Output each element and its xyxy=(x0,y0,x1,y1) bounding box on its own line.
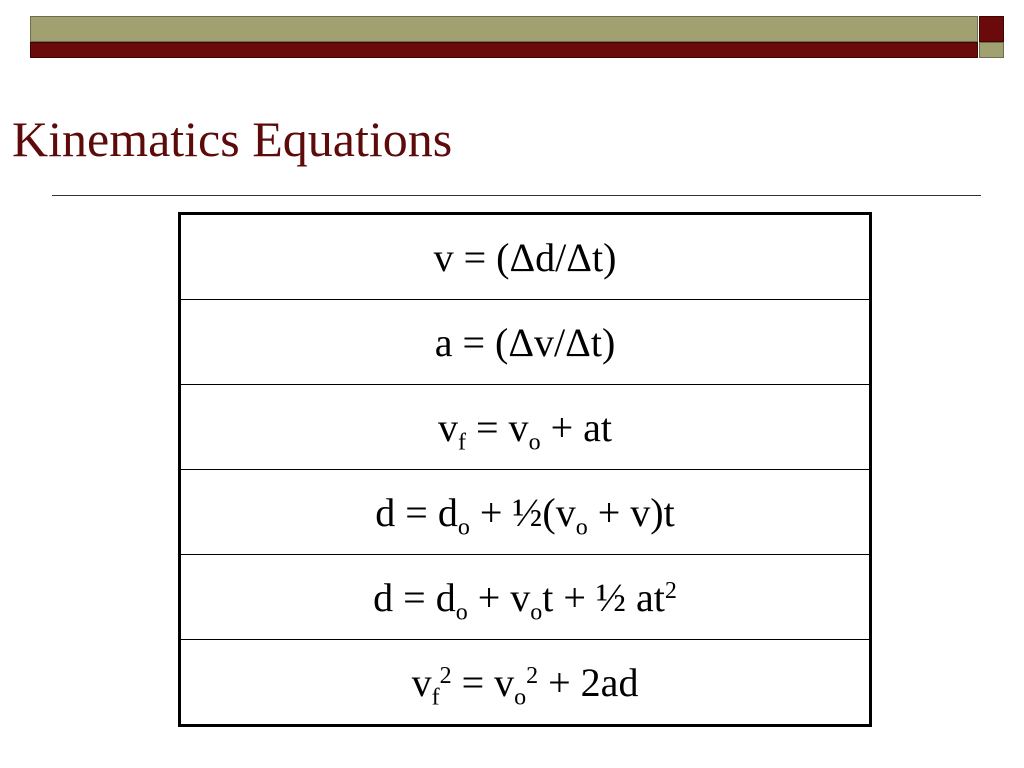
equation-row xyxy=(180,214,871,300)
equation-cell xyxy=(180,385,871,470)
equation-text: a = (Δv/Δt) xyxy=(434,319,616,365)
equation-superscript: 2 xyxy=(664,577,677,604)
equation-subscript: f xyxy=(431,683,440,710)
slide-title: Kinematics Equations xyxy=(12,111,453,167)
equation-cell xyxy=(180,300,871,385)
equation-subscript: f xyxy=(458,428,466,455)
equation-text: d = d xyxy=(373,574,456,620)
equation-subscript: o xyxy=(530,598,543,625)
equation-cell xyxy=(180,470,871,555)
equations-table-body xyxy=(180,214,871,726)
equation-row xyxy=(180,300,871,385)
equations-table xyxy=(178,212,872,727)
equation-text: v = (Δd/Δt) xyxy=(433,234,617,280)
equation-text: + v xyxy=(467,574,531,620)
equation-subscript: o xyxy=(575,513,588,540)
equation-subscript: o xyxy=(455,598,468,625)
title-underline xyxy=(52,195,981,196)
equation-text: v xyxy=(411,659,432,705)
equation-text: = v xyxy=(466,404,529,450)
equation-text: + v)t xyxy=(587,489,675,535)
equation-text: d = d xyxy=(375,489,458,535)
equation-superscript: 2 xyxy=(439,662,452,689)
equation-row xyxy=(180,555,871,640)
equation-row xyxy=(180,385,871,470)
equation-subscript: o xyxy=(528,428,541,455)
equation-subscript: o xyxy=(457,513,470,540)
equation-cell xyxy=(180,555,871,640)
equation-text: + at xyxy=(540,404,612,450)
header-bar-olive xyxy=(30,16,978,42)
header-square-maroon xyxy=(979,16,1004,42)
equation-superscript: 2 xyxy=(526,662,539,689)
equation-text: = v xyxy=(451,659,515,705)
header-square-olive xyxy=(979,42,1004,58)
equation-row xyxy=(180,640,871,726)
header-bar-maroon xyxy=(30,42,978,58)
equation-text: t + ½ at xyxy=(542,574,665,620)
equation-subscript: o xyxy=(514,683,527,710)
equation-text: v xyxy=(438,404,458,450)
equation-text: + 2ad xyxy=(538,659,639,705)
equation-row xyxy=(180,470,871,555)
equation-cell xyxy=(180,214,871,300)
equation-cell xyxy=(180,640,871,726)
equation-text: + ½(v xyxy=(469,489,576,535)
